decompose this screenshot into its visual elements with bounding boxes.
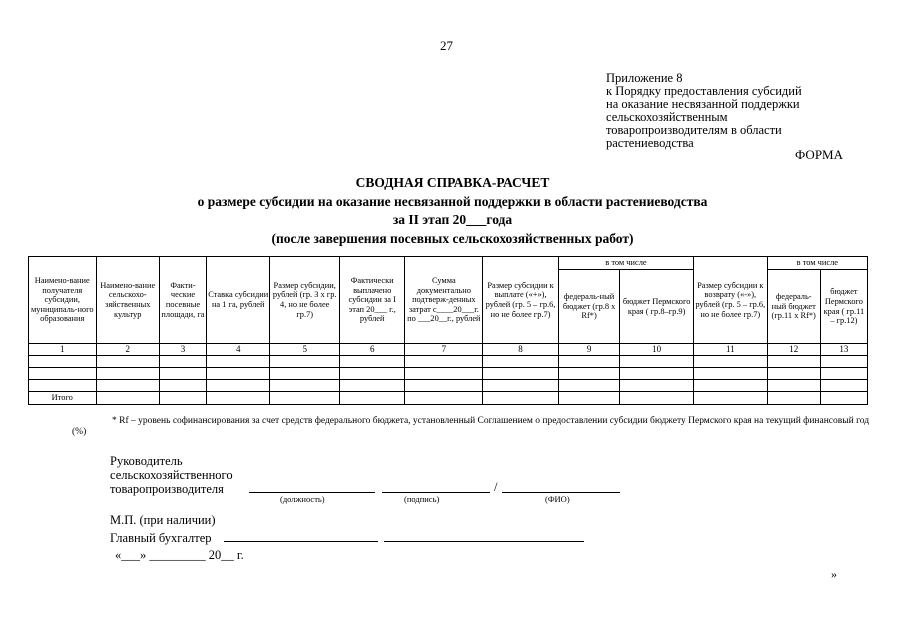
table-cell[interactable] <box>96 356 159 368</box>
header-cell: Размер субсидии, рублей (гр. 3 х гр. 4, но не более гр.7) <box>270 257 340 344</box>
appendix-line: сельскохозяйственным <box>606 110 728 124</box>
head-label-line3: товаропроизводителя <box>110 482 224 496</box>
header-cell: федераль-ный бюджет (гр.11 х Rf*) <box>767 270 820 344</box>
table-cell[interactable] <box>693 368 767 380</box>
total-label: Итого <box>29 392 97 405</box>
header-group-cell: в том числе <box>767 257 867 270</box>
head-label-line2: сельскохозяйственного <box>110 468 233 482</box>
table-cell[interactable] <box>620 392 694 405</box>
table-cell[interactable] <box>558 368 619 380</box>
table-cell[interactable] <box>29 356 97 368</box>
column-number: 4 <box>207 344 270 356</box>
accountant-name-field[interactable] <box>384 541 584 542</box>
column-number: 8 <box>483 344 559 356</box>
table-cell[interactable] <box>693 380 767 392</box>
table-cell[interactable] <box>339 392 404 405</box>
header-cell: Наимено-вание сельскохо-зяйственных культур <box>96 257 159 344</box>
table-row <box>29 380 868 392</box>
closing-quote: » <box>831 567 837 581</box>
column-number: 5 <box>270 344 340 356</box>
table-cell[interactable] <box>270 368 340 380</box>
table-cell[interactable] <box>620 380 694 392</box>
table-cell[interactable] <box>558 356 619 368</box>
table-cell[interactable] <box>96 380 159 392</box>
footnote: * Rf – уровень софинансирования за счет средств федерального бюджета, установленный Соглашением о предоставлении субсидии бюджету Пермского края на текущий финансовый год (%) <box>72 416 870 437</box>
name-field[interactable] <box>502 492 620 493</box>
total-row <box>29 392 868 405</box>
table-cell[interactable] <box>96 368 159 380</box>
table-cell[interactable] <box>270 356 340 368</box>
column-number: 6 <box>339 344 404 356</box>
table-cell[interactable] <box>820 368 867 380</box>
seal-label: М.П. (при наличии) <box>110 513 216 527</box>
calculation-table <box>28 256 868 405</box>
column-number: 3 <box>159 344 206 356</box>
table-cell[interactable] <box>29 380 97 392</box>
slash-separator: / <box>494 480 498 494</box>
table-cell[interactable] <box>207 392 270 405</box>
table-cell[interactable] <box>405 380 483 392</box>
document-subtitle: о размере субсидии на оказание несвязанной поддержки в области растениеводства <box>197 194 708 209</box>
table-cell[interactable] <box>620 368 694 380</box>
table-cell[interactable] <box>558 392 619 405</box>
column-number: 9 <box>558 344 619 356</box>
accountant-label: Главный бухгалтер <box>110 531 212 545</box>
page-number: 27 <box>440 38 453 53</box>
header-cell: Факти-ческие посевные площади, га <box>159 257 206 344</box>
appendix-line: к Порядку предоставления субсидий <box>606 84 802 98</box>
table-cell[interactable] <box>270 392 340 405</box>
name-caption: (ФИО) <box>545 494 570 504</box>
table-row <box>29 368 868 380</box>
table-cell[interactable] <box>405 392 483 405</box>
document-title: СВОДНАЯ СПРАВКА-РАСЧЕТ <box>355 175 550 190</box>
accountant-signature-field[interactable] <box>224 541 378 542</box>
column-number: 1 <box>29 344 97 356</box>
table-cell[interactable] <box>767 356 820 368</box>
date-line: «___» _________ 20__ г. <box>115 548 244 562</box>
table-cell[interactable] <box>96 392 159 405</box>
table-cell[interactable] <box>693 356 767 368</box>
header-group-cell: в том числе <box>558 257 693 270</box>
header-cell: Фактически выплачено субсидии за I этап 20___ г., рублей <box>339 257 404 344</box>
document-period: за II этап 20___года <box>392 212 513 227</box>
signature-caption: (подпись) <box>404 494 440 504</box>
table-cell[interactable] <box>820 392 867 405</box>
table-cell[interactable] <box>29 368 97 380</box>
table-cell[interactable] <box>767 368 820 380</box>
column-number: 2 <box>96 344 159 356</box>
table-cell[interactable] <box>207 368 270 380</box>
form-label: ФОРМА <box>795 147 843 162</box>
table-cell[interactable] <box>767 392 820 405</box>
table-cell[interactable] <box>558 380 619 392</box>
table-cell[interactable] <box>693 392 767 405</box>
header-cell: бюджет Пермского края ( гр.8–гр.9) <box>620 270 694 344</box>
table-cell[interactable] <box>483 368 559 380</box>
table-cell[interactable] <box>405 368 483 380</box>
table-cell[interactable] <box>159 368 206 380</box>
table-cell[interactable] <box>483 380 559 392</box>
header-cell: Ставка субсидии на 1 га, рублей <box>207 257 270 344</box>
table-header-row <box>29 257 868 270</box>
position-field[interactable] <box>249 492 375 493</box>
table-cell[interactable] <box>405 356 483 368</box>
table-cell[interactable] <box>270 380 340 392</box>
header-cell: бюджет Пермского края ( гр.11 – гр.12) <box>820 270 867 344</box>
head-label-line1: Руководитель <box>110 454 183 468</box>
table-cell[interactable] <box>339 356 404 368</box>
table-cell[interactable] <box>483 392 559 405</box>
appendix-line: растениеводства <box>606 136 694 150</box>
column-number: 11 <box>693 344 767 356</box>
appendix-note <box>606 72 866 150</box>
position-caption: (должность) <box>280 494 325 504</box>
column-number: 7 <box>405 344 483 356</box>
header-cell: Сумма документально подтверж-денных затрат с____20___г. по ___20__г., рублей <box>405 257 483 344</box>
appendix-line: на оказание несвязанной поддержки <box>606 97 800 111</box>
document-note: (после завершения посевных сельскохозяйственных работ) <box>271 231 634 246</box>
header-cell: Размер субсидии к возврату («-»), рублей (гр. 5 – гр.6, но не более гр.7) <box>693 257 767 344</box>
table-cell[interactable] <box>159 380 206 392</box>
table-cell[interactable] <box>207 356 270 368</box>
column-number-row <box>29 344 868 356</box>
column-number: 12 <box>767 344 820 356</box>
appendix-line: товаропроизводителям в области <box>606 123 782 137</box>
appendix-line: Приложение 8 <box>606 71 683 85</box>
table-cell[interactable] <box>620 356 694 368</box>
table-cell[interactable] <box>820 380 867 392</box>
table-cell[interactable] <box>339 368 404 380</box>
header-cell: Наимено-вание получателя субсидии, муниципаль-ного образования <box>29 257 97 344</box>
table-cell[interactable] <box>207 380 270 392</box>
signature-field[interactable] <box>382 492 490 493</box>
table-cell[interactable] <box>820 356 867 368</box>
header-cell: Размер субсидии к выплате («+»), рублей (гр. 5 – гр.6, но не более гр.7) <box>483 257 559 344</box>
table-row <box>29 356 868 368</box>
column-number: 10 <box>620 344 694 356</box>
table-cell[interactable] <box>483 356 559 368</box>
table-cell[interactable] <box>159 356 206 368</box>
column-number: 13 <box>820 344 867 356</box>
header-cell: федераль-ный бюджет (гр.8 х Rf*) <box>558 270 619 344</box>
table-cell[interactable] <box>159 392 206 405</box>
table-cell[interactable] <box>767 380 820 392</box>
table-cell[interactable] <box>339 380 404 392</box>
